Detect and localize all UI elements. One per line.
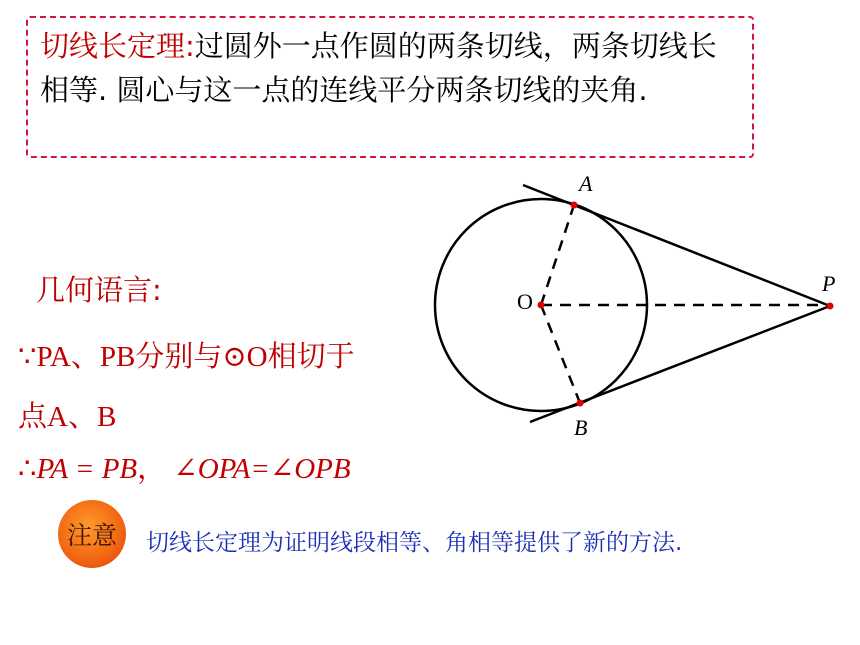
theorem-colon: : [185,29,195,63]
theorem-body: 过圆外一点作圆的两条切线，两条切线长相等. 圆心与这一点的连线平分两条切线的夹角. [40,29,717,107]
given-tangent-segments: PA、PB [36,341,136,373]
therefore-symbol: ∴ [18,453,37,485]
conclusion-equal-lengths: PA = PB [36,453,138,485]
conclusion-separator: ， [137,451,167,485]
note-text: 切线长定理为证明线段相等、角相等提供了新的方法. [146,530,683,556]
segment-oa [541,205,574,305]
point-a [571,202,578,209]
conclusion-equal-angles: ∠OPA=∠OPB [173,453,351,485]
note-badge: 注意 [58,500,126,568]
circle-o-symbol: ⊙O [222,341,268,373]
point-b [577,400,584,407]
points-a-b: A、B [47,401,117,433]
label-b: B [574,415,588,440]
tangent-line-pa [523,185,830,306]
geometry-language-title: 几何语言: [36,273,162,307]
tangent-line-pb [530,306,830,422]
points-prefix: 点 [18,399,48,433]
given-text-tangent-at: 相切于 [267,339,355,373]
label-a: A [579,171,593,196]
point-p [827,303,834,310]
because-symbol: ∵ [18,341,37,373]
label-o: O [517,289,533,314]
point-o [538,302,545,309]
segment-ob [541,305,580,403]
given-text-respectively: 分别与 [135,339,223,373]
theorem-title: 切线长定理 [40,29,186,63]
label-p: P [822,271,836,296]
